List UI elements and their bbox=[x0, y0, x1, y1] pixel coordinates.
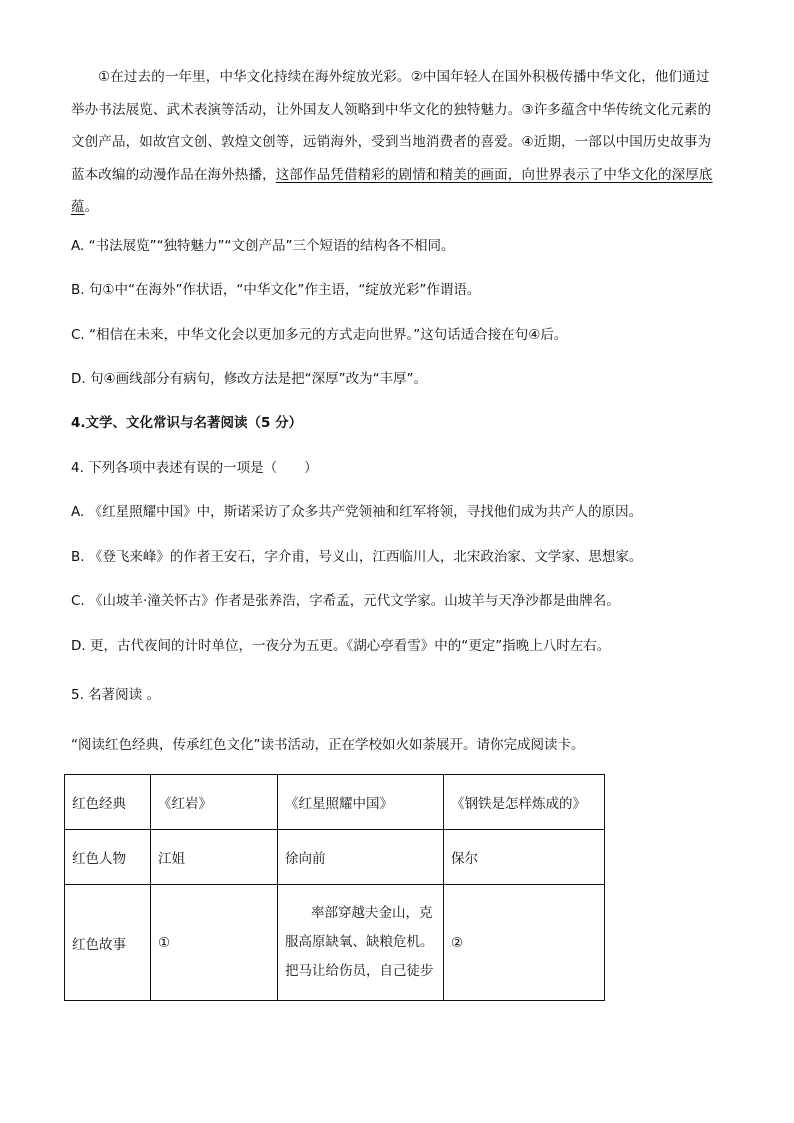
sentence-1: ①在过去的一年里，中华文化持续在海外绽放光彩。 bbox=[98, 69, 411, 85]
story-xuxiangqian: 率部穿越夫金山，克服高原缺氧、缺粮危机。把马让给伤员，自己徒步 bbox=[285, 905, 434, 979]
q4-option-b: B. 《登飞来峰》的作者王安石，字介甫，号义山，江西临川人，北宋政治家、文学家、思想家。 bbox=[71, 549, 643, 565]
figure-baoer: 保尔 bbox=[444, 830, 605, 885]
row-label-figure: 红色人物 bbox=[65, 830, 151, 885]
story-xuxiangqian-cell bbox=[278, 885, 444, 1001]
passage-paragraph bbox=[71, 61, 723, 224]
underlined-sentence: 这部作品凭借精彩的剧情和精美的画面，向世界表示了中华文化的深厚底蕴 bbox=[71, 166, 713, 215]
book-steel: 《钢铁是怎样炼成的》 bbox=[444, 775, 605, 830]
figure-xuxiangqian: 徐向前 bbox=[278, 830, 444, 885]
q4-question: 4. 下列各项中表述有误的一项是（ ） bbox=[71, 460, 318, 476]
q4-option-a: A. 《红星照耀中国》中，斯诺采访了众多共产党领袖和红军将领，寻找他们成为共产人的原因。 bbox=[71, 504, 643, 520]
table-row bbox=[65, 885, 605, 1001]
sentence-2: ②中国年轻人在国外积极传播中华文化，他们通过举办书法展览、武术表演等活动，让外国友人领略到中华文化的独特魅力。 bbox=[71, 69, 710, 118]
q4-option-d: D. 更，古代夜间的计时单位，一夜分为五更。《湖心亭看雪》中的“更定”指晚上八时左右。 bbox=[71, 638, 611, 654]
book-hongyan: 《红岩》 bbox=[151, 775, 278, 830]
q4-option-c: C. 《山坡羊·潼关怀古》作者是张养浩，字希孟，元代文学家。山坡羊与天净沙都是曲牌名。 bbox=[71, 593, 620, 609]
story-blank-2: ② bbox=[444, 885, 605, 1001]
row-label-story: 红色故事 bbox=[65, 885, 151, 1001]
book-red-star: 《红星照耀中国》 bbox=[278, 775, 444, 830]
q5-title: 5. 名著阅读 。 bbox=[71, 687, 160, 703]
q3-option-d: D. 句④画线部分有病句，修改方法是把“深厚”改为“丰厚”。 bbox=[71, 371, 428, 387]
section-4-heading: 4.文学、文化常识与名著阅读（5 分） bbox=[71, 415, 303, 431]
story-blank-1: ① bbox=[151, 885, 278, 1001]
figure-jiangjie: 江姐 bbox=[151, 830, 278, 885]
q3-option-b: B. 句①中“在海外”作状语，“中华文化”作主语，“绽放光彩”作谓语。 bbox=[71, 282, 481, 298]
q5-intro: “阅读红色经典，传承红色文化”读书活动，正在学校如火如荼展开。请你完成阅读卡。 bbox=[71, 737, 585, 753]
sentence-4: ④近期，一部以中国历史故事为蓝本改编的动漫作品在海外热播， bbox=[71, 134, 712, 183]
sentence-3: ③许多蕴含中华传统文化元素的文创产品，如故宫文创、敦煌文创等，远销海外，受到当地消费者的喜爱。 bbox=[71, 101, 712, 150]
table-row bbox=[65, 830, 605, 885]
reading-card-table bbox=[64, 774, 605, 1001]
row-label-classic: 红色经典 bbox=[65, 775, 151, 830]
q3-option-a: A. “书法展览”“独特魅力”“文创产品”三个短语的结构各不相同。 bbox=[71, 238, 455, 254]
sentence-4-end: 。 bbox=[84, 199, 99, 215]
table-row bbox=[65, 775, 605, 830]
q3-option-c: C. “相信在未来，中华文化会以更加多元的方式走向世界。”这句话适合接在句④后。 bbox=[71, 327, 568, 343]
